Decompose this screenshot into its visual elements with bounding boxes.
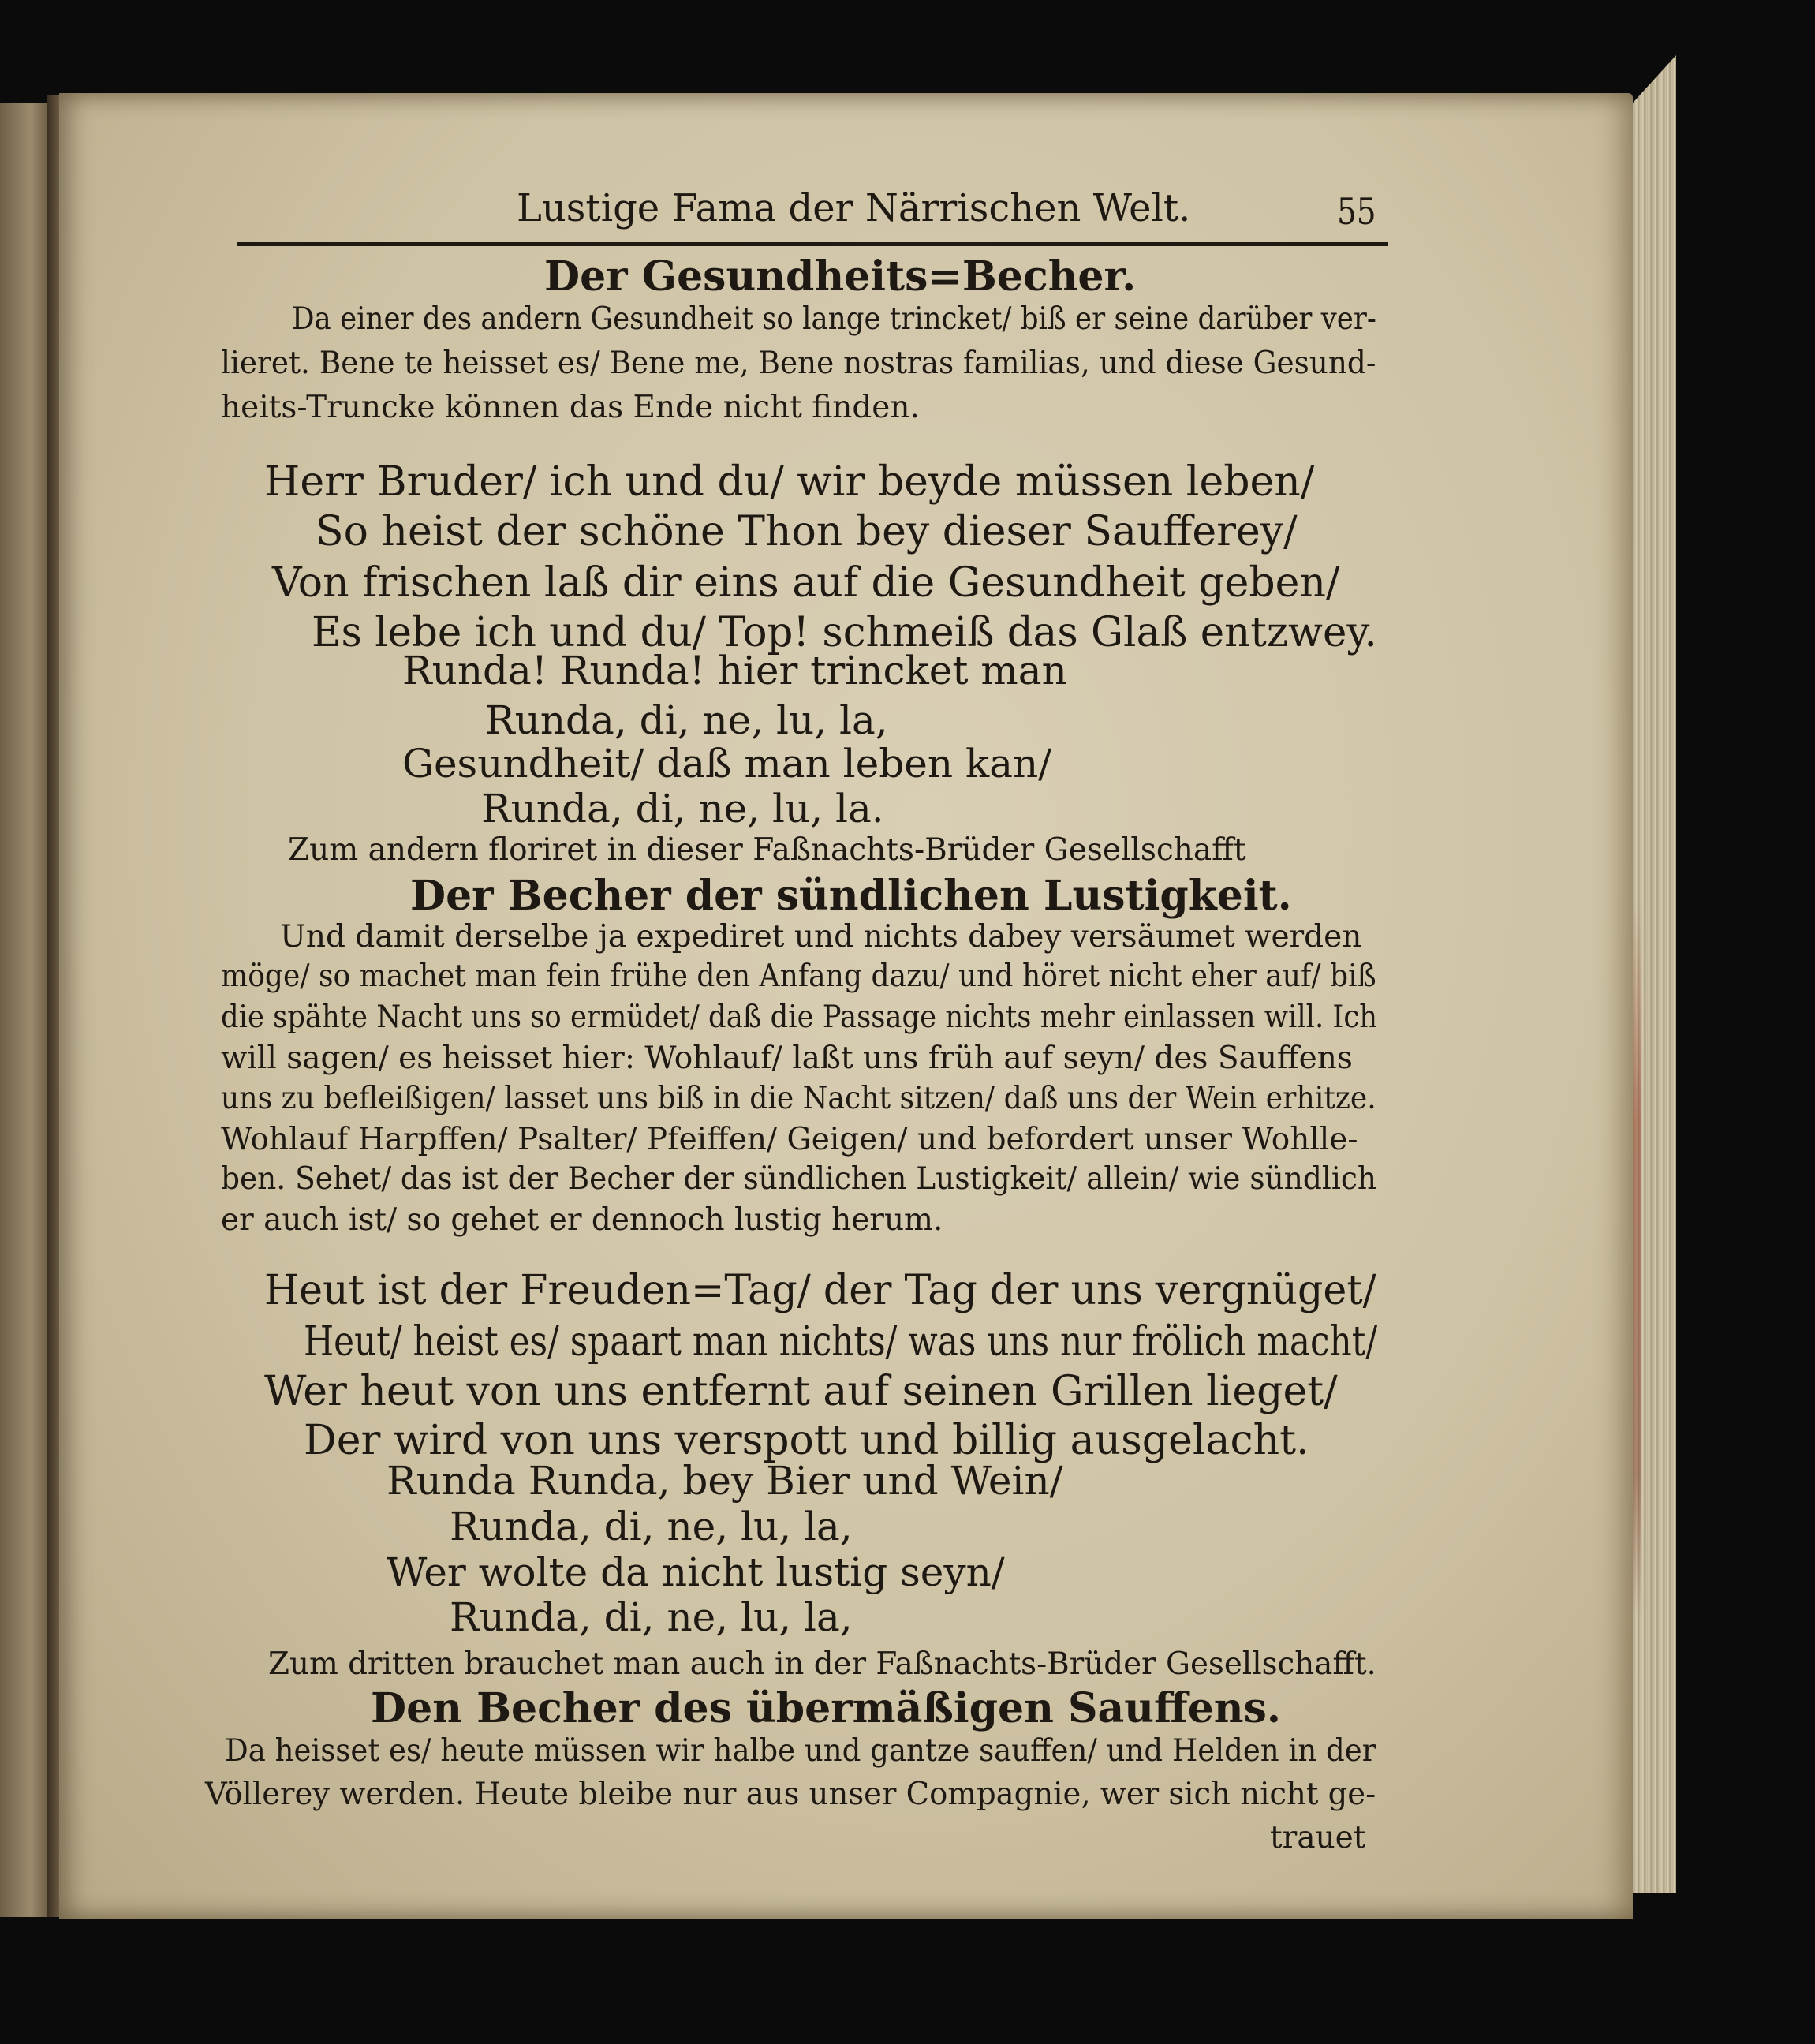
refrain-line: Runda, di, ne, lu, la,	[450, 1504, 853, 1549]
paragraph-line: heits-Truncke können das Ende nicht finden.	[221, 390, 920, 425]
refrain-line: Runda! Runda! hier trincket man	[402, 648, 1067, 693]
verse-line: Heut/ heist es/ spaart man nichts/ was uns nur frölich macht/	[304, 1318, 1378, 1366]
paragraph-line: will sagen/ es heisset hier: Wohlauf/ laßt uns früh auf seyn/ des Sauffens	[221, 1041, 1353, 1076]
verse-line: Es lebe ich und du/ Top! schmeiß das Glaß entzwey.	[312, 609, 1377, 656]
verse-line: Wer heut von uns entfernt auf seinen Grillen lieget/	[264, 1368, 1338, 1415]
section-intro: Zum andern floriret in dieser Faßnachts-Brüder Gesellschafft	[288, 832, 1246, 868]
refrain-line: Runda, di, ne, lu, la,	[450, 1594, 853, 1640]
verse-line: So heist der schöne Thon bey dieser Saufferey/	[316, 508, 1298, 555]
section-heading: Den Becher des übermäßigen Sauffens.	[371, 1684, 1281, 1732]
page-number: 55	[1337, 190, 1376, 233]
paragraph-line: er auch ist/ so gehet er dennoch lustig herum.	[221, 1202, 943, 1238]
paragraph-line: möge/ so machet man fein frühe den Anfang dazu/ und höret nicht eher auf/ biß	[221, 958, 1376, 994]
refrain-line: Gesundheit/ daß man leben kan/	[402, 741, 1052, 787]
paragraph-line: Wohlauf Harpffen/ Psalter/ Pfeiffen/ Geigen/ und befordert unser Wohlle-	[221, 1122, 1358, 1157]
refrain-line: Runda, di, ne, lu, la.	[481, 786, 884, 831]
paragraph-line: lieret. Bene te heisset es/ Bene me, Bene nostras familias, und diese Gesund-	[221, 346, 1376, 381]
section-heading: Der Gesundheits=Becher.	[544, 252, 1137, 301]
section-heading: Der Becher der sündlichen Lustigkeit.	[410, 872, 1292, 920]
verse-line: Herr Bruder/ ich und du/ wir beyde müssen leben/	[264, 458, 1315, 506]
paragraph-line: Und damit derselbe ja expediret und nichts dabey versäumet werden	[280, 919, 1362, 955]
paragraph-line: ben. Sehet/ das ist der Becher der sündlichen Lustigkeit/ allein/ wie sündlich	[221, 1161, 1376, 1197]
paragraph-line: Da einer des andern Gesundheit so lange trincket/ biß er seine darüber ver-	[292, 301, 1376, 337]
header-rule	[237, 242, 1388, 246]
verse-line: Heut ist der Freuden=Tag/ der Tag der uns vergnüget/	[264, 1267, 1376, 1314]
catchword: trauet	[1270, 1820, 1366, 1855]
section-intro: Zum dritten brauchet man auch in der Faßnachts-Brüder Gesellschafft.	[268, 1646, 1376, 1682]
paragraph-line: die spähte Nacht uns so ermüdet/ daß die Passage nichts mehr einlassen will. Ich	[221, 1000, 1377, 1035]
paragraph-line: Da heisset es/ heute müssen wir halbe und gantze sauffen/ und Helden in der	[225, 1733, 1376, 1769]
paragraph-line: uns zu befleißigen/ lasset uns biß in die Nacht sitzen/ daß uns der Wein erhitze.	[221, 1081, 1376, 1116]
refrain-line: Runda, di, ne, lu, la,	[485, 697, 888, 743]
paragraph-line: Völlerey werden. Heute bleibe nur aus unser Compagnie, wer sich nicht ge-	[205, 1777, 1376, 1812]
refrain-line: Wer wolte da nicht lustig seyn/	[387, 1549, 1005, 1595]
verse-line: Der wird von uns verspott und billig ausgelacht.	[304, 1417, 1309, 1464]
running-title: Lustige Fama der Närrischen Welt.	[517, 186, 1191, 230]
verse-line: Von frischen laß dir eins auf die Gesundheit geben/	[272, 559, 1340, 607]
refrain-line: Runda Runda, bey Bier und Wein/	[387, 1458, 1063, 1504]
